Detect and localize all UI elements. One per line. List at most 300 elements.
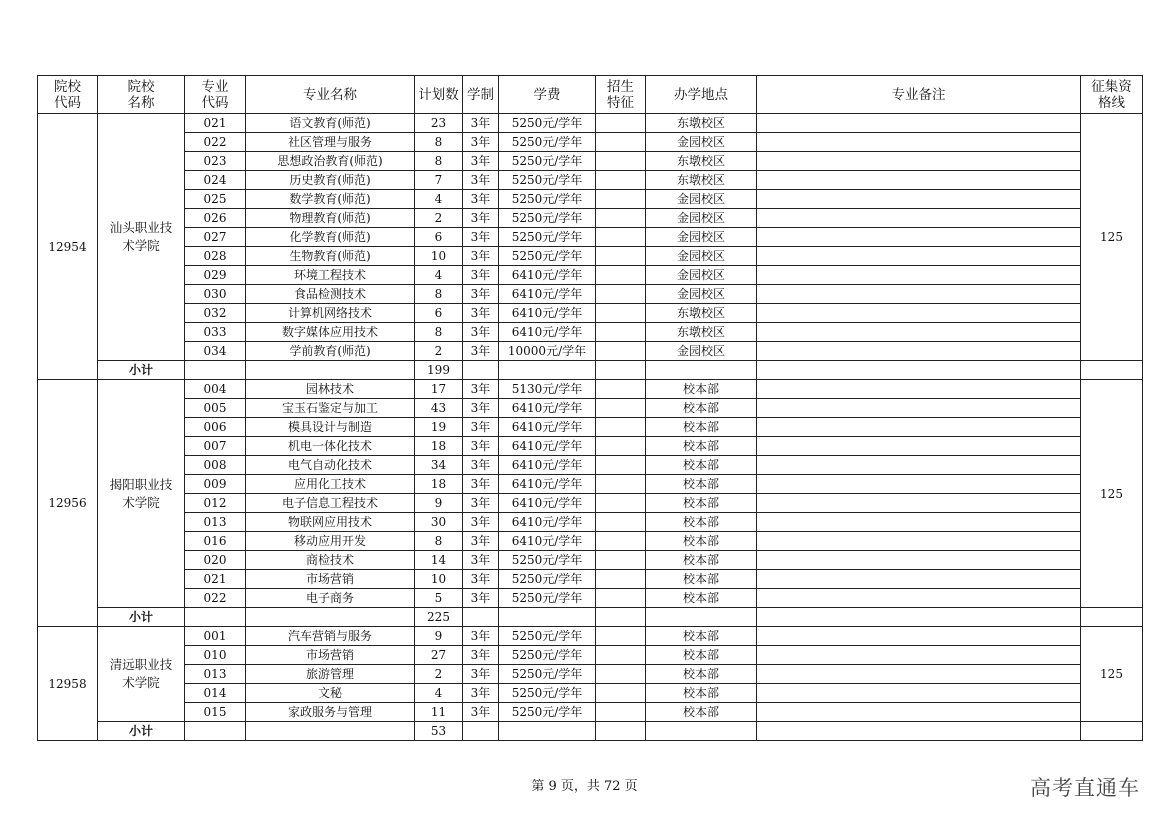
table-row [38,703,1143,722]
subtotal-blank [246,722,415,741]
table-row [38,209,1143,228]
major-note [757,266,1081,285]
campus-location: 校本部 [646,703,757,722]
major-code: 010 [185,646,246,665]
subtotal-blank [646,722,757,741]
major-code: 013 [185,665,246,684]
major-code: 033 [185,323,246,342]
major-note [757,646,1081,665]
major-note [757,380,1081,399]
campus-location: 金园校区 [646,209,757,228]
plan-count: 17 [415,380,463,399]
enrollment-feature [596,209,646,228]
campus-location: 金园校区 [646,228,757,247]
campus-location: 东墩校区 [646,152,757,171]
plan-count: 6 [415,304,463,323]
campus-location: 金园校区 [646,342,757,361]
subtotal-blank [499,608,596,627]
header-fee: 学费 [533,86,561,103]
col-plan-header [415,76,463,114]
subtotal-blank [185,722,246,741]
plan-count: 34 [415,456,463,475]
campus-location: 校本部 [646,437,757,456]
table-row [38,418,1143,437]
campus-location: 金园校区 [646,285,757,304]
subtotal-blank [246,608,415,627]
table-row [38,665,1143,684]
major-note [757,437,1081,456]
study-years: 3年 [463,380,499,399]
plan-count: 8 [415,323,463,342]
major-note [757,228,1081,247]
major-note [757,247,1081,266]
tuition-fee: 5250元/学年 [499,209,596,228]
table-row [38,171,1143,190]
campus-location: 校本部 [646,551,757,570]
subtotal-blank [757,608,1081,627]
tuition-fee: 6410元/学年 [499,399,596,418]
header-cutoff: 征集资格线 [1091,78,1132,111]
school-name: 清远职业技术学院 [98,627,185,722]
study-years: 3年 [463,646,499,665]
major-name: 电气自动化技术 [246,456,415,475]
plan-count: 8 [415,532,463,551]
subtotal-label: 小计 [98,608,185,627]
study-years: 3年 [463,475,499,494]
table-row [38,646,1143,665]
major-name: 家政服务与管理 [246,703,415,722]
watermark: 高考直通车 [1030,776,1140,800]
major-code: 022 [185,133,246,152]
study-years: 3年 [463,190,499,209]
col-school-name-header [98,76,185,114]
subtotal-blank [185,608,246,627]
major-name: 市场营销 [246,570,415,589]
subtotal-blank [463,608,499,627]
subtotal-value: 53 [415,722,463,741]
tuition-fee: 6410元/学年 [499,494,596,513]
enrollment-feature [596,304,646,323]
enrollment-feature [596,646,646,665]
page-footer: 第 9 页，共 72 页 [531,779,638,794]
plan-count: 8 [415,285,463,304]
plan-count: 4 [415,190,463,209]
major-name: 数字媒体应用技术 [246,323,415,342]
subtotal-blank [499,361,596,380]
major-note [757,133,1081,152]
major-name: 汽车营销与服务 [246,627,415,646]
study-years: 3年 [463,494,499,513]
plan-count: 2 [415,342,463,361]
enrollment-feature [596,437,646,456]
subtotal-blank [646,608,757,627]
major-code: 012 [185,494,246,513]
header-school-code: 院校代码 [54,78,81,111]
major-note [757,342,1081,361]
major-name: 电子信息工程技术 [246,494,415,513]
table-row [38,399,1143,418]
col-feature-header [596,76,646,114]
campus-location: 校本部 [646,399,757,418]
study-years: 3年 [463,285,499,304]
tuition-fee: 5250元/学年 [499,570,596,589]
tuition-fee: 5250元/学年 [499,703,596,722]
major-note [757,532,1081,551]
subtotal-blank [246,361,415,380]
major-code: 007 [185,437,246,456]
major-note [757,570,1081,589]
major-code: 020 [185,551,246,570]
enrollment-feature [596,171,646,190]
tuition-fee: 5250元/学年 [499,190,596,209]
table-row [38,570,1143,589]
major-code: 014 [185,684,246,703]
study-years: 3年 [463,114,499,133]
major-note [757,684,1081,703]
header-feature: 招生特征 [607,78,634,111]
table-body [38,114,1143,741]
plan-count: 23 [415,114,463,133]
major-note [757,171,1081,190]
col-major-name-header [246,76,415,114]
major-name: 模具设计与制造 [246,418,415,437]
major-name: 应用化工技术 [246,475,415,494]
campus-location: 东墩校区 [646,323,757,342]
header-years: 学制 [467,86,494,103]
table-row [38,285,1143,304]
major-note [757,627,1081,646]
enrollment-feature [596,228,646,247]
table-row [38,304,1143,323]
subtotal-blank [596,608,646,627]
campus-location: 东墩校区 [646,114,757,133]
subtotal-value: 225 [415,608,463,627]
study-years: 3年 [463,247,499,266]
major-name: 社区管理与服务 [246,133,415,152]
campus-location: 校本部 [646,418,757,437]
tuition-fee: 6410元/学年 [499,513,596,532]
major-note [757,399,1081,418]
major-note [757,475,1081,494]
study-years: 3年 [463,627,499,646]
major-name: 学前教育(师范) [246,342,415,361]
header-major-name: 专业名称 [303,86,357,103]
plan-count: 10 [415,570,463,589]
subtotal-label: 小计 [98,361,185,380]
school-name: 汕头职业技术学院 [98,114,185,361]
col-location-header [646,76,757,114]
subtotal-row [38,608,1143,627]
study-years: 3年 [463,589,499,608]
cutoff-score: 125 [1081,380,1143,608]
enrollment-feature [596,323,646,342]
subtotal-blank [596,722,646,741]
plan-count: 2 [415,665,463,684]
plan-count: 10 [415,247,463,266]
subtotal-blank [596,361,646,380]
study-years: 3年 [463,266,499,285]
enrollment-feature [596,266,646,285]
major-code: 001 [185,627,246,646]
header-location: 办学地点 [674,86,728,103]
subtotal-blank [757,722,1081,741]
enrollment-feature [596,494,646,513]
campus-location: 金园校区 [646,266,757,285]
major-name: 市场营销 [246,646,415,665]
plan-count: 8 [415,152,463,171]
tuition-fee: 5250元/学年 [499,171,596,190]
major-note [757,418,1081,437]
major-note [757,494,1081,513]
enrollment-feature [596,342,646,361]
study-years: 3年 [463,570,499,589]
table-row [38,494,1143,513]
campus-location: 金园校区 [646,190,757,209]
plan-count: 9 [415,627,463,646]
cutoff-score: 125 [1081,627,1143,722]
major-code: 027 [185,228,246,247]
table-row [38,684,1143,703]
major-note [757,456,1081,475]
plan-count: 4 [415,684,463,703]
plan-count: 2 [415,209,463,228]
subtotal-blank [463,361,499,380]
plan-count: 6 [415,228,463,247]
tuition-fee: 5130元/学年 [499,380,596,399]
major-note [757,551,1081,570]
major-code: 021 [185,114,246,133]
study-years: 3年 [463,228,499,247]
major-name: 计算机网络技术 [246,304,415,323]
major-name: 物理教育(师范) [246,209,415,228]
col-fee-header [499,76,596,114]
tuition-fee: 6410元/学年 [499,532,596,551]
enrollment-feature [596,418,646,437]
enrollment-feature [596,627,646,646]
major-note [757,703,1081,722]
enrollment-feature [596,532,646,551]
major-code: 028 [185,247,246,266]
major-name: 化学教育(师范) [246,228,415,247]
tuition-fee: 5250元/学年 [499,228,596,247]
table-row [38,456,1143,475]
campus-location: 校本部 [646,494,757,513]
study-years: 3年 [463,418,499,437]
major-code: 022 [185,589,246,608]
study-years: 3年 [463,437,499,456]
major-code: 008 [185,456,246,475]
enrollment-feature [596,285,646,304]
study-years: 3年 [463,703,499,722]
major-name: 数学教育(师范) [246,190,415,209]
tuition-fee: 5250元/学年 [499,152,596,171]
tuition-fee: 5250元/学年 [499,627,596,646]
study-years: 3年 [463,399,499,418]
enrollment-feature [596,589,646,608]
plan-count: 9 [415,494,463,513]
campus-location: 东墩校区 [646,304,757,323]
table-row [38,247,1143,266]
plan-count: 27 [415,646,463,665]
major-note [757,323,1081,342]
enrollment-feature [596,190,646,209]
study-years: 3年 [463,551,499,570]
tuition-fee: 5250元/学年 [499,551,596,570]
major-code: 034 [185,342,246,361]
tuition-fee: 5250元/学年 [499,114,596,133]
major-code: 005 [185,399,246,418]
tuition-fee: 5250元/学年 [499,665,596,684]
major-note [757,513,1081,532]
table-row [38,551,1143,570]
plan-count: 14 [415,551,463,570]
major-code: 023 [185,152,246,171]
subtotal-blank [757,361,1081,380]
major-code: 030 [185,285,246,304]
subtotal-label: 小计 [98,722,185,741]
study-years: 3年 [463,532,499,551]
subtotal-row [38,722,1143,741]
campus-location: 校本部 [646,380,757,399]
tuition-fee: 5250元/学年 [499,684,596,703]
enrollment-table [37,75,1143,741]
school-code: 12954 [38,114,98,380]
major-code: 016 [185,532,246,551]
major-name: 历史教育(师范) [246,171,415,190]
study-years: 3年 [463,323,499,342]
tuition-fee: 6410元/学年 [499,304,596,323]
table-row [38,266,1143,285]
plan-count: 7 [415,171,463,190]
major-note [757,209,1081,228]
major-note [757,152,1081,171]
major-code: 004 [185,380,246,399]
study-years: 3年 [463,456,499,475]
study-years: 3年 [463,152,499,171]
header-school-name: 院校名称 [127,78,155,111]
major-note [757,285,1081,304]
enrollment-feature [596,570,646,589]
major-note [757,304,1081,323]
header-note: 专业备注 [891,86,946,103]
enrollment-feature [596,551,646,570]
study-years: 3年 [463,133,499,152]
major-name: 物联网应用技术 [246,513,415,532]
enrollment-feature [596,380,646,399]
plan-count: 5 [415,589,463,608]
plan-count: 43 [415,399,463,418]
col-years-header [463,76,499,114]
tuition-fee: 5250元/学年 [499,589,596,608]
campus-location: 校本部 [646,589,757,608]
major-name: 移动应用开发 [246,532,415,551]
subtotal-cutoff-blank [1081,608,1143,627]
major-code: 026 [185,209,246,228]
subtotal-value: 199 [415,361,463,380]
plan-count: 4 [415,266,463,285]
col-note-header [757,76,1081,114]
school-code: 12958 [38,627,98,741]
enrollment-feature [596,399,646,418]
study-years: 3年 [463,665,499,684]
subtotal-blank [646,361,757,380]
enrollment-feature [596,247,646,266]
subtotal-blank [499,722,596,741]
tuition-fee: 5250元/学年 [499,133,596,152]
enrollment-feature [596,513,646,532]
campus-location: 校本部 [646,627,757,646]
header-major-code: 专业代码 [201,78,229,111]
major-code: 029 [185,266,246,285]
table-row [38,589,1143,608]
col-cutoff-header [1081,76,1143,114]
major-code: 024 [185,171,246,190]
campus-location: 校本部 [646,665,757,684]
major-code: 021 [185,570,246,589]
table-row [38,475,1143,494]
subtotal-cutoff-blank [1081,722,1143,741]
cutoff-score: 125 [1081,114,1143,361]
major-note [757,589,1081,608]
major-name: 电子商务 [246,589,415,608]
major-code: 032 [185,304,246,323]
major-code: 025 [185,190,246,209]
plan-count: 8 [415,133,463,152]
tuition-fee: 10000元/学年 [499,342,596,361]
tuition-fee: 6410元/学年 [499,285,596,304]
plan-count: 19 [415,418,463,437]
campus-location: 校本部 [646,475,757,494]
major-note [757,190,1081,209]
campus-location: 校本部 [646,646,757,665]
campus-location: 金园校区 [646,247,757,266]
major-note [757,665,1081,684]
study-years: 3年 [463,171,499,190]
major-name: 食品检测技术 [246,285,415,304]
major-name: 生物教育(师范) [246,247,415,266]
table-row [38,627,1143,646]
major-name: 商检技术 [246,551,415,570]
plan-count: 30 [415,513,463,532]
major-name: 语文教育(师范) [246,114,415,133]
col-school-code-header [38,76,98,114]
table-row [38,380,1143,399]
major-name: 思想政治教育(师范) [246,152,415,171]
subtotal-blank [185,361,246,380]
major-name: 机电一体化技术 [246,437,415,456]
major-name: 文秘 [246,684,415,703]
campus-location: 校本部 [646,456,757,475]
table-row [38,437,1143,456]
enrollment-feature [596,703,646,722]
plan-count: 11 [415,703,463,722]
campus-location: 金园校区 [646,133,757,152]
study-years: 3年 [463,304,499,323]
col-major-code-header [185,76,246,114]
school-code: 12956 [38,380,98,627]
table-row [38,190,1143,209]
major-code: 006 [185,418,246,437]
major-name: 园林技术 [246,380,415,399]
enrollment-feature [596,133,646,152]
tuition-fee: 5250元/学年 [499,247,596,266]
study-years: 3年 [463,342,499,361]
table-row [38,152,1143,171]
tuition-fee: 6410元/学年 [499,266,596,285]
plan-count: 18 [415,437,463,456]
campus-location: 校本部 [646,513,757,532]
tuition-fee: 6410元/学年 [499,456,596,475]
